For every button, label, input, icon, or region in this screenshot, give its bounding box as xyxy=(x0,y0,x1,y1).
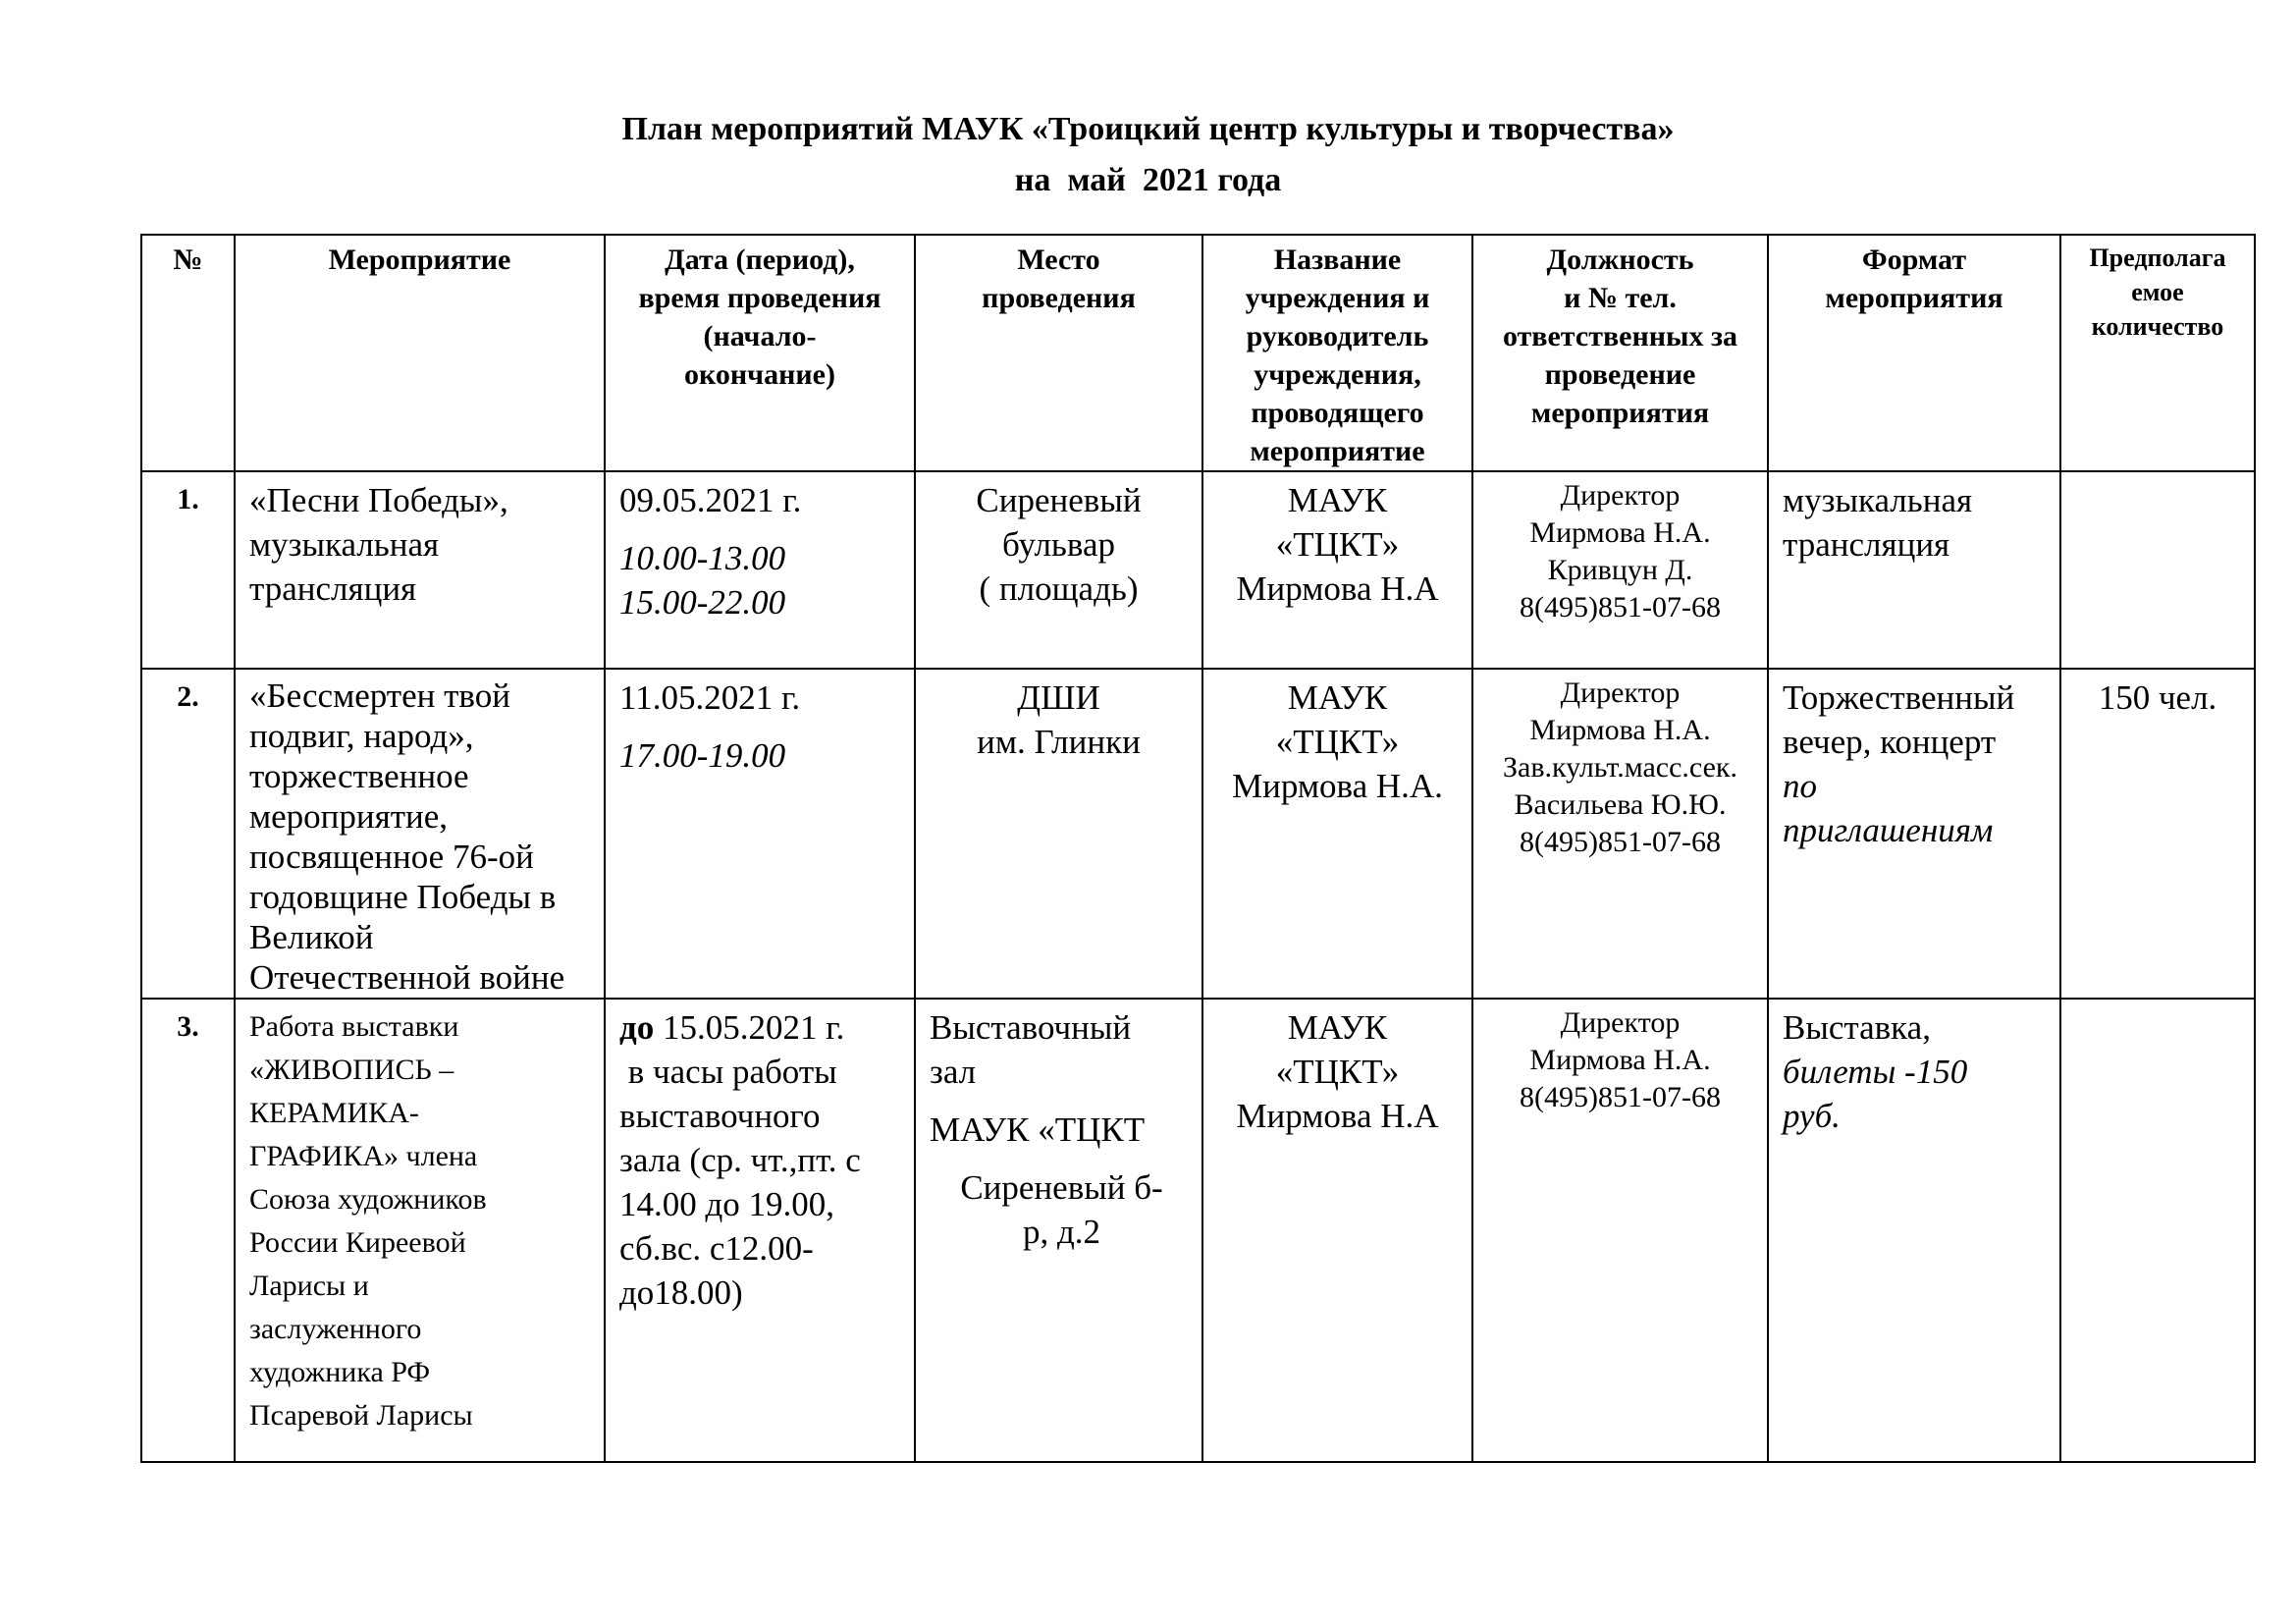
row-date: до 15.05.2021 г. в часы работы выставочного зала (ср. чт.,пт. с 14.00 до 19.00, сб.вс. с12.00- до18.00) xyxy=(605,999,915,1462)
row-org: МАУК «ТЦКТ» Мирмова Н.А xyxy=(1202,471,1472,669)
row-format: Торжественный вечер, концерт по приглашениям xyxy=(1768,669,2060,999)
page-title: План мероприятий МАУК «Троицкий центр культуры и творчества» xyxy=(621,111,1675,147)
row-date: 09.05.2021 г. 10.00-13.00 15.00-22.00 xyxy=(605,471,915,669)
row-event: Работа выставки «ЖИВОПИСЬ – КЕРАМИКА- ГРАФИКА» члена Союза художников России Киреевой Ларисы и заслуженного художника РФ Псаревой Ларисы xyxy=(235,999,605,1462)
header-num: № xyxy=(141,235,235,471)
header-format: Формат мероприятия xyxy=(1768,235,2060,471)
row-place: ДШИ им. Глинки xyxy=(915,669,1202,999)
header-responsible: Должность и № тел. ответственных за проведение мероприятия xyxy=(1472,235,1768,471)
row-org: МАУК «ТЦКТ» Мирмова Н.А xyxy=(1202,999,1472,1462)
row-org: МАУК «ТЦКТ» Мирмова Н.А. xyxy=(1202,669,1472,999)
row-responsible: Директор Мирмова Н.А. Зав.культ.масс.сек. Васильева Ю.Ю. 8(495)851-07-68 xyxy=(1472,669,1768,999)
row-num: 3. xyxy=(141,999,235,1462)
header-place: Место проведения xyxy=(915,235,1202,471)
header-event: Мероприятие xyxy=(235,235,605,471)
row-place: Сиреневый бульвар ( площадь) xyxy=(915,471,1202,669)
page-subtitle: на май 2021 года xyxy=(1014,162,1282,198)
table-header-row xyxy=(141,235,2255,471)
row-num: 1. xyxy=(141,471,235,669)
header-org: Название учреждения и руководитель учреждения, проводящего мероприятие xyxy=(1202,235,1472,471)
row-num: 2. xyxy=(141,669,235,999)
row-count xyxy=(2060,999,2255,1462)
row-date: 11.05.2021 г. 17.00-19.00 xyxy=(605,669,915,999)
row-format: Выставка, билеты -150 руб. xyxy=(1768,999,2060,1462)
row-place: Выставочный зал МАУК «ТЦКТ Сиреневый б- р, д.2 xyxy=(915,999,1202,1462)
row-format: музыкальная трансляция xyxy=(1768,471,2060,669)
table-row xyxy=(141,999,2255,1462)
table-row xyxy=(141,471,2255,669)
header-date: Дата (период), время проведения (начало- окончание) xyxy=(605,235,915,471)
header-count: Предполага емое количество xyxy=(2060,235,2255,471)
events-table xyxy=(140,234,2256,1463)
row-count xyxy=(2060,471,2255,669)
table-row xyxy=(141,669,2255,999)
row-responsible: Директор Мирмова Н.А. Кривцун Д. 8(495)851-07-68 xyxy=(1472,471,1768,669)
row-responsible: Директор Мирмова Н.А. 8(495)851-07-68 xyxy=(1472,999,1768,1462)
row-event: «Бессмертен твой подвиг, народ», торжественное мероприятие, посвященное 76-ой годовщине Победы в Великой Отечественной войне xyxy=(235,669,605,999)
row-count: 150 чел. xyxy=(2060,669,2255,999)
row-event: «Песни Победы», музыкальная трансляция xyxy=(235,471,605,669)
